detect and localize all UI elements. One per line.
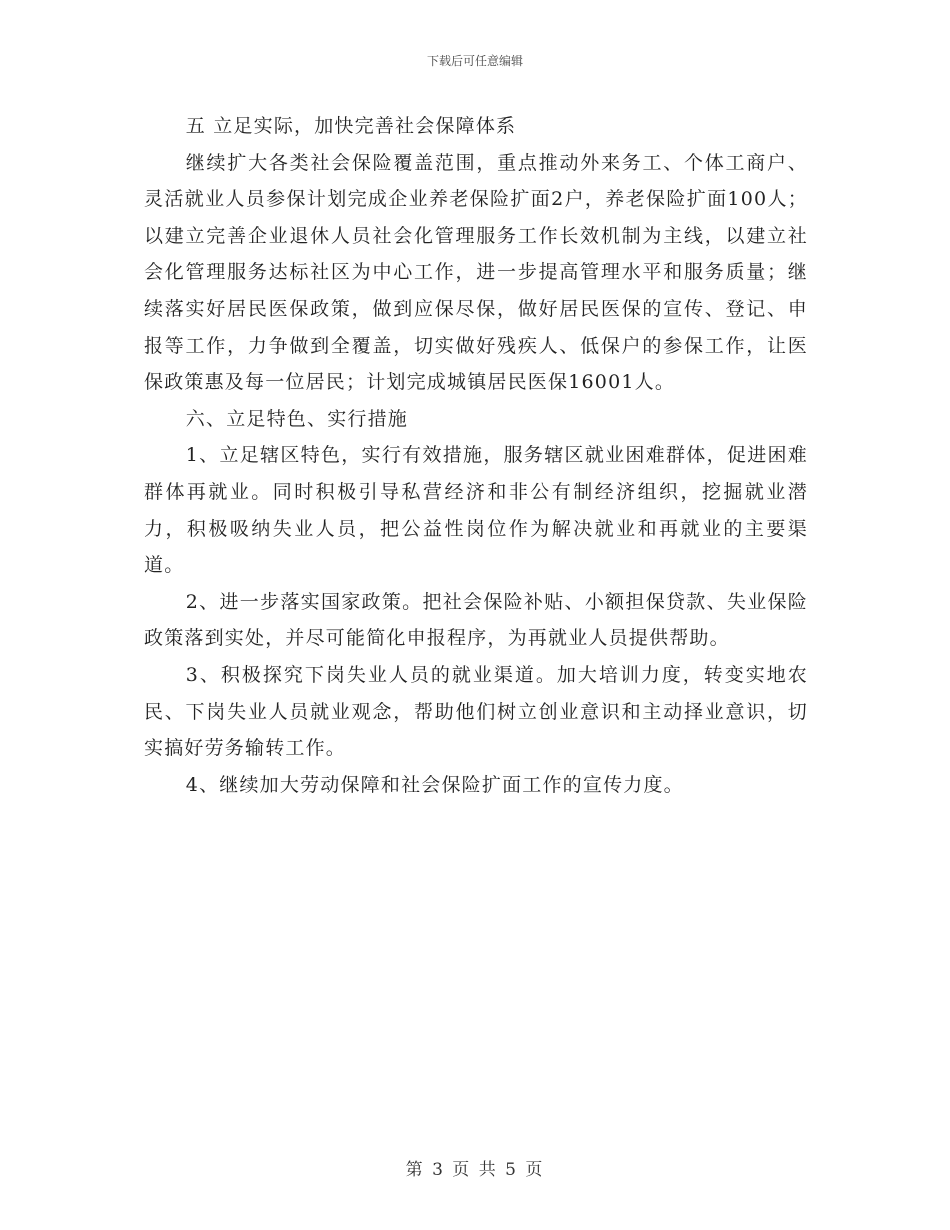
paragraph-social-insurance: 继续扩大各类社会保险覆盖范围，重点推动外来务工、个体工商户、灵活就业人员参保计划完成企业养老保险扩面2户，养老保险扩面100人；以建立完善企业退休人员社会化管理服务工作长效机制为主线，以建立社会化管理服务达标社区为中心工作，进一步提高管理水平和服务质量；继续落实好居民医保政策，做到应保尽保，做好居民医保的宣传、登记、申报等工作，力争做到全覆盖，切实做好残疾人、低保户的参保工作，让医保政策惠及每一位居民；计划完成城镇居民医保16001人。 bbox=[144, 151, 808, 394]
document-body bbox=[144, 108, 808, 803]
header-note: 下载后可任意编辑 bbox=[426, 54, 523, 68]
paragraph-item-4: 4、继续加大劳动保障和社会保险扩面工作的宣传力度。 bbox=[185, 773, 684, 796]
page-number: 第 3 页 共 5 页 bbox=[405, 1160, 545, 1180]
paragraph-item-2: 2、进一步落实国家政策。把社会保险补贴、小额担保贷款、失业保险政策落到实处，并尽可能简化申报程序，为再就业人员提供帮助。 bbox=[144, 590, 808, 650]
section-heading-five: 五 立足实际，加快完善社会保障体系 bbox=[185, 115, 517, 137]
section-heading-six: 六、立足特色、实行措施 bbox=[185, 407, 408, 430]
paragraph-item-1: 1、立足辖区特色，实行有效措施，服务辖区就业困难群体，促进困难群体再就业。同时积极引导私营经济和非公有制经济组织，挖掘就业潜力，积极吸纳失业人员，把公益性岗位作为解决就业和再就业的主要渠道。 bbox=[144, 444, 808, 577]
paragraph-item-3: 3、积极探究下岗失业人员的就业渠道。加大培训力度，转变实地农民、下岗失业人员就业观念，帮助他们树立创业意识和主动择业意识，切实搞好劳务输转工作。 bbox=[144, 663, 808, 760]
